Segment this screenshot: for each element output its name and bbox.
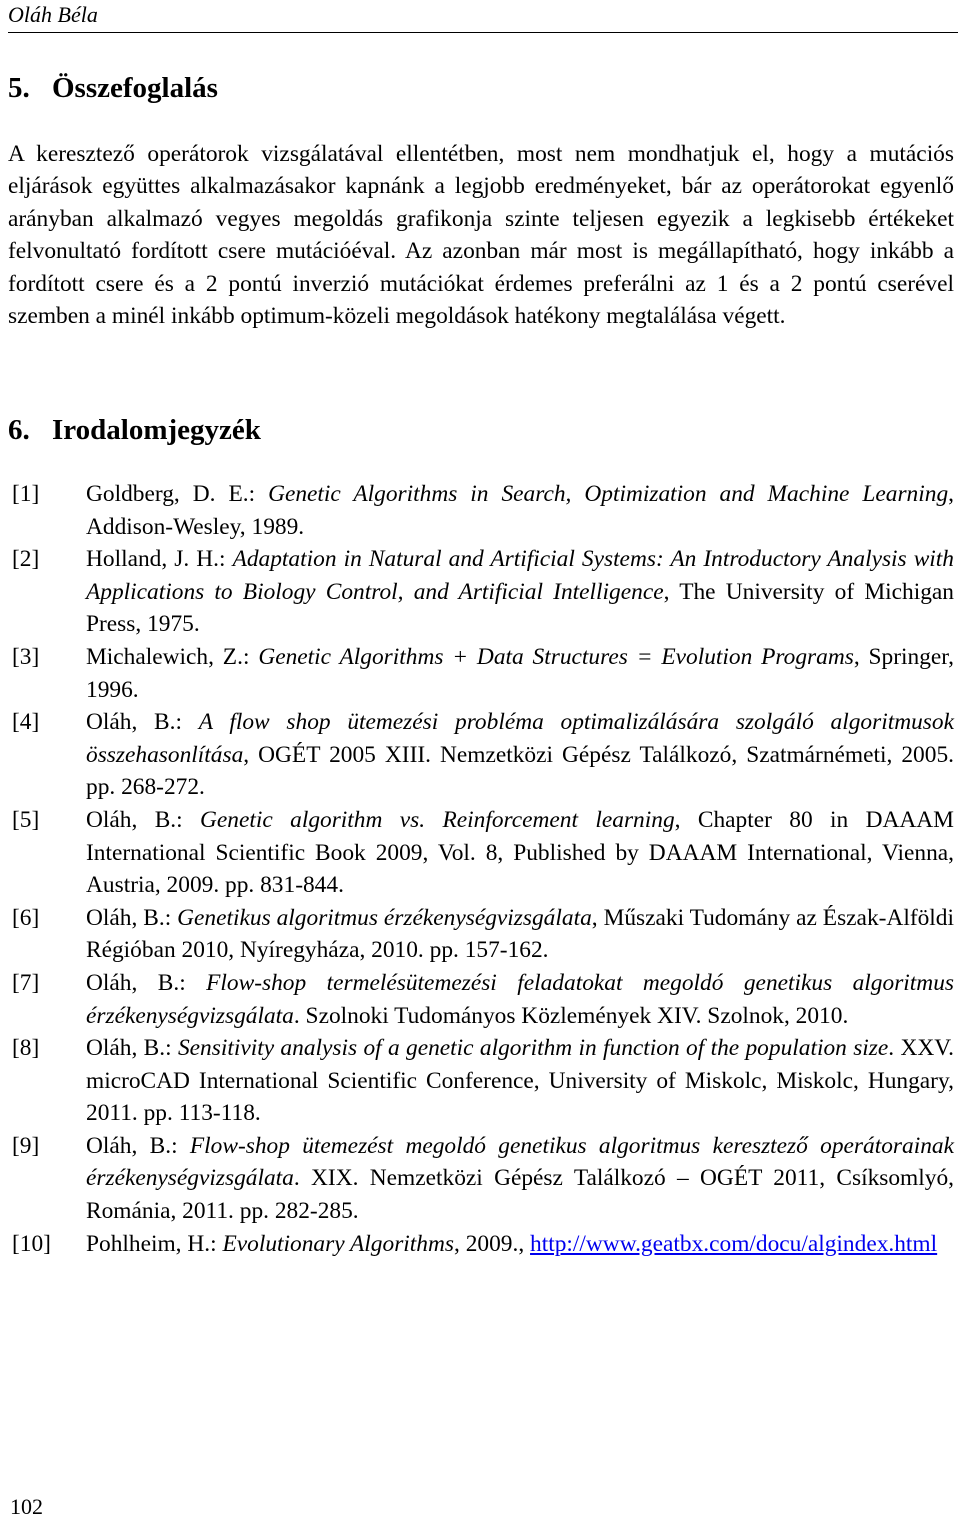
reference-title: Flow-shop ütemezést megoldó genetikus algoritmus keresztező operátorainak érzékenységvizsgálata [86,1132,954,1192]
reference-separator: : [171,1132,190,1159]
reference-number: [4] [12,709,40,736]
section-title: Összefoglalás [52,72,218,104]
reference-link[interactable]: http://www.geatbx.com/docu/algindex.html [530,1230,938,1257]
reference-separator: : [164,904,178,931]
section-number: 6. [8,414,30,446]
reference-separator: : [165,1035,178,1062]
reference-list [8,478,954,1260]
reference-separator: : [210,1230,223,1257]
reference-title: Adaptation in Natural and Artificial Systems: An Introductory Analysis with Applications to Biology Control, and Artificial Intelligence [86,546,954,605]
running-header [8,0,958,33]
reference-item [8,706,954,804]
reference-title: Evolutionary Algorithms [222,1230,454,1257]
reference-number: [1] [12,481,40,507]
reference-details: . XIX. Nemzetközi Gépész Találkozó – OGÉT 2011, Csíksomlyó, Románia, 2011. pp. 282-285. [86,1165,954,1225]
reference-item [8,1130,954,1228]
reference-separator: : [176,806,201,833]
reference-item [8,804,954,902]
reference-number: [2] [12,546,40,573]
reference-details: , 2009., [454,1230,531,1257]
reference-title: Genetic algorithm vs. Reinforcement learning [200,806,675,833]
reference-title: Sensitivity analysis of a genetic algorithm in function of the population size [177,1035,889,1062]
reference-details: . Szolnoki Tudományos Közlemények XIV. Szolnok, 2010. [293,1002,849,1029]
section-heading-references [8,414,261,447]
reference-details: , OGÉT 2005 XIII. Nemzetközi Gépész Találkozó, Szatmárnémeti, 2005. pp. 268-272. [86,741,954,801]
reference-author: Oláh, B. [86,709,176,736]
reference-details: . XXV. microCAD International Scientific Conference, University of Miskolc, Miskolc, Hungary, 2011. pp. 113-118. [86,1035,954,1127]
reference-item [8,1032,954,1130]
reference-number: [6] [12,904,40,931]
section-number: 5. [8,72,30,104]
reference-title: A flow shop ütemezési probléma optimalizálására szolgáló algoritmusok összehasonlítása [86,709,954,768]
reference-item [8,478,954,543]
reference-title: Genetic Algorithms in Search, Optimization and Machine Learning [268,481,949,507]
reference-separator: : [175,709,199,736]
reference-details: , Springer, 1996. [86,643,955,703]
reference-item [8,1228,954,1261]
reference-number: [10] [12,1230,51,1257]
reference-details: , Addison-Wesley, 1989. [86,481,954,540]
reference-number: [9] [12,1132,40,1159]
reference-item [8,902,954,967]
reference-separator: : [219,546,233,573]
summary-paragraph: A keresztező operátorok vizsgálatával ellentétben, most nem mondhatjuk el, hogy a mutációs eljárások együttes alkalmazásakor kapnánk a legjobb eredményeket, bár az operátorokat egyenlő arányban alkalmazó vegyes megoldás grafikonja szinte teljesen egyezik a legkisebb értékeket felvonultató fordított csere mutációéval. Az azonban már most is megállapítható, hogy inkább a fordított csere és a 2 pontú inverzió mutációkat érdemes preferálni az 1 és a 2 pontú cserével szemben a minél inkább optimum-közeli megoldások hatékony megtalálása végett. [8,141,954,330]
section-heading-summary [8,72,218,105]
reference-author: Oláh, B. [86,1132,172,1159]
reference-separator: : [242,643,259,670]
reference-title: Genetikus algoritmus érzékenységvizsgálata [177,904,592,931]
section-title: Irodalomjegyzék [52,414,261,446]
reference-details: , Műszaki Tudomány az Észak-Alföldi Régióban 2010, Nyíregyháza, 2010. pp. 157-162. [86,904,954,964]
reference-details: , The University of Michigan Press, 1975. [86,578,954,638]
reference-item [8,543,954,641]
reference-number: [5] [12,806,40,833]
reference-author: Michalewich, Z. [86,643,243,670]
page-number: 102 [10,1494,43,1519]
reference-author: Goldberg, D. E. [86,481,249,507]
reference-separator: : [248,481,269,507]
reference-author: Oláh, B. [86,969,180,996]
reference-author: Oláh, B. [86,1035,166,1062]
reference-title: Flow-shop termelésütemezési feladatokat megoldó genetikus algoritmus érzékenységvizsgálata [86,969,954,1029]
reference-separator: : [179,969,207,996]
reference-author: Oláh, B. [86,904,165,931]
reference-number: [3] [12,643,40,670]
reference-author: Pohlheim, H. [86,1230,211,1257]
reference-number: [8] [12,1035,40,1062]
reference-author: Holland, J. H. [86,546,219,573]
reference-title: Genetic Algorithms + Data Structures = Evolution Programs [258,643,854,670]
reference-item [8,967,954,1032]
reference-details: , Chapter 80 in DAAAM International Scientific Book 2009, Vol. 8, Published by DAAAM International, Vienna, Austria, 2009. pp. 831-844. [86,806,954,899]
running-header-author: Oláh Béla [8,2,98,27]
reference-author: Oláh, B. [86,806,177,833]
reference-item [8,641,954,706]
reference-number: [7] [12,969,40,996]
